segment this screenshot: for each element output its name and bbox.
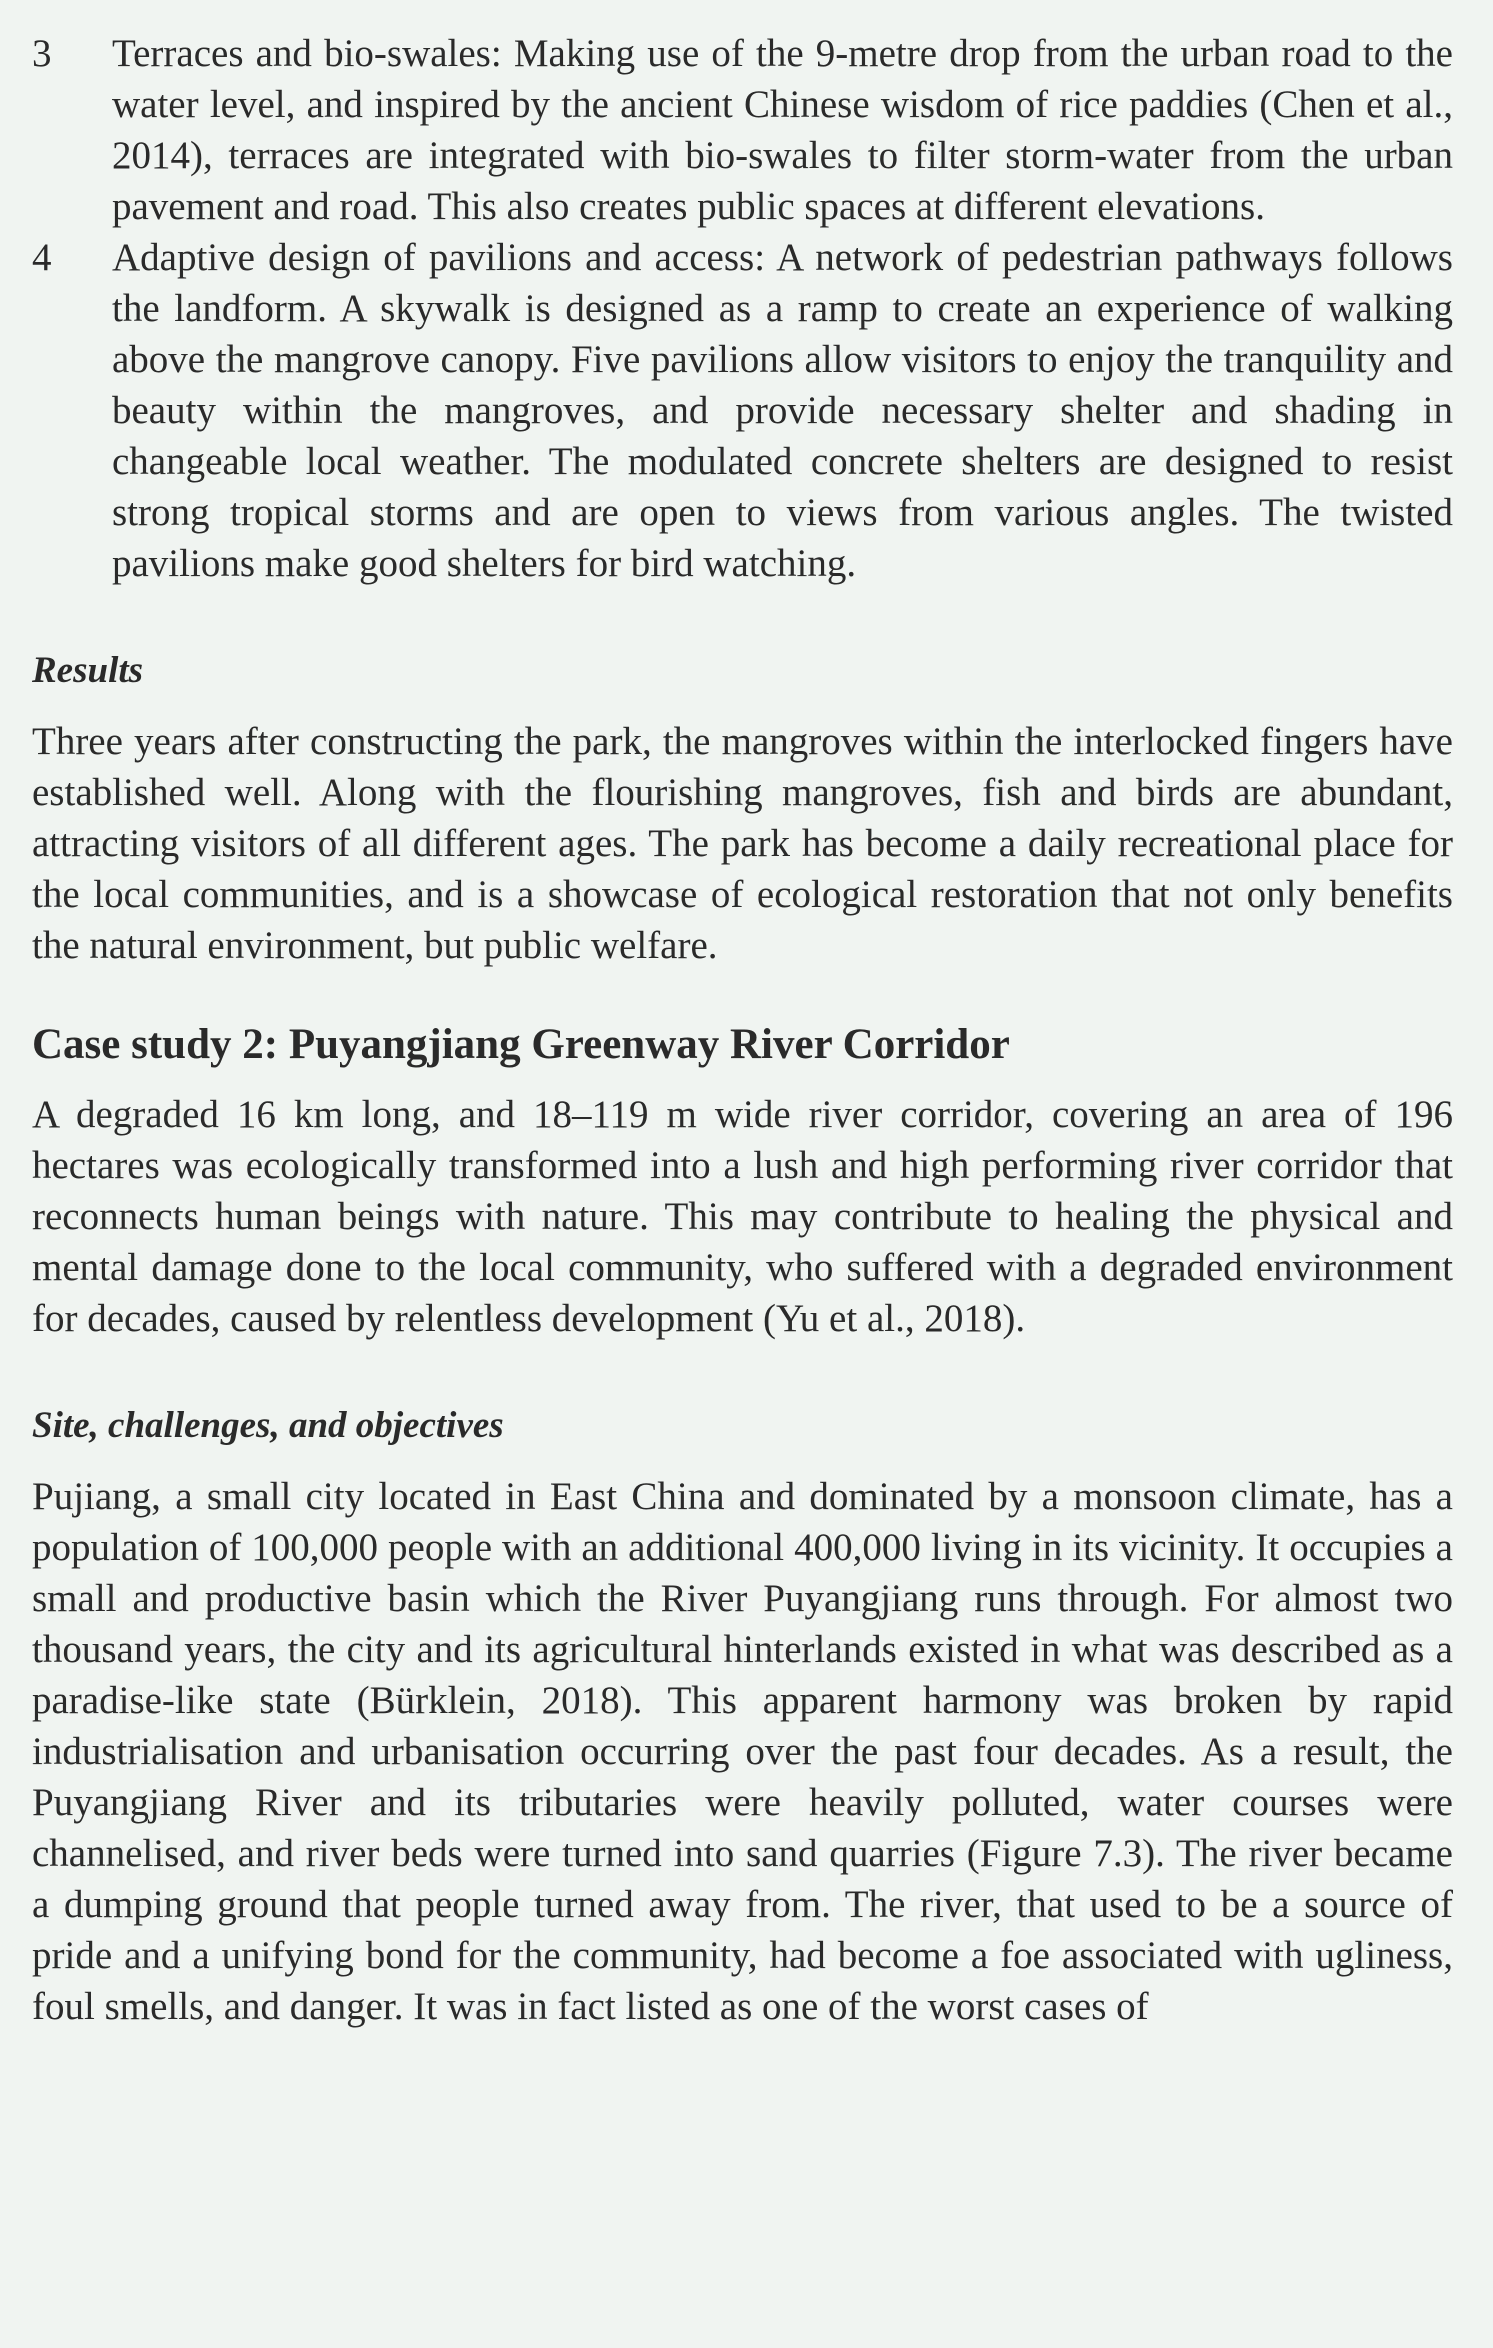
case-study-heading: Case study 2: Puyangjiang Greenway River Corridor (32, 1021, 1010, 1068)
site-heading: Site, challenges, and objectives (32, 1405, 504, 1446)
results-paragraph: Three years after constructing the park, the mangroves within the interlocked fingers have established well. Along with the flourishing mangroves, fish and birds are abundant, attracting visitors of all different ages. The park has become a daily recreational place for the local communities, and is a showcase of ecological restoration that not only benefits the natural environment, but public welfare. (32, 720, 1453, 967)
list-number: 4 (32, 236, 52, 279)
list-item-text: Adaptive design of pavilions and access: A network of pedestrian pathways follows the landform. A skywalk is designed as a ramp to create an experience of walking above the mangrove canopy. Five pavilions allow visitors to enjoy the tranquility and beauty within the mangroves, and provide necessary shelter and shading in changeable local weather. The modulated concrete shelters are designed to resist strong tropical storms and are open to views from various angles. The twisted pavilions make good shelters for bird watching. (112, 236, 1453, 585)
list-item-text: Terraces and bio-swales: Making use of the 9-metre drop from the urban road to the water level, and inspired by the ancient Chinese wisdom of rice paddies (Chen et al., 2014), terraces are integrated with bio-swales to filter storm-water from the urban pavement and road. This also creates public spaces at different elevations. (112, 32, 1453, 228)
list-item-4 (32, 232, 1453, 589)
list-item-3 (32, 28, 1453, 232)
results-heading: Results (32, 650, 144, 691)
list-number: 3 (32, 32, 52, 75)
site-paragraph: Pujiang, a small city located in East China and dominated by a monsoon climate, has a population of 100,000 people with an additional 400,000 living in its vicinity. It occupies a small and productive basin which the River Puyangjiang runs through. For almost two thousand years, the city and its agricultural hinterlands existed in what was described as a paradise-like state (Bürklein, 2018). This apparent harmony was broken by rapid industrialisation and urbanisation occurring over the past four decades. As a result, the Puyangjiang River and its tributaries were heavily polluted, water courses were channelised, and river beds were turned into sand quarries (Figure 7.3). The river became a dumping ground that people turned away from. The river, that used to be a source of pride and a unifying bond for the community, had become a foe associated with ugliness, foul smells, and danger. It was in fact listed as one of the worst cases of (32, 1475, 1453, 2028)
case-study-paragraph: A degraded 16 km long, and 18–119 m wide river corridor, covering an area of 196 hectares was ecologically transformed into a lush and high performing river corridor that reconnects human beings with nature. This may contribute to healing the physical and mental damage done to the local community, who suffered with a degraded environment for decades, caused by relentless development (Yu et al., 2018). (32, 1093, 1453, 1340)
